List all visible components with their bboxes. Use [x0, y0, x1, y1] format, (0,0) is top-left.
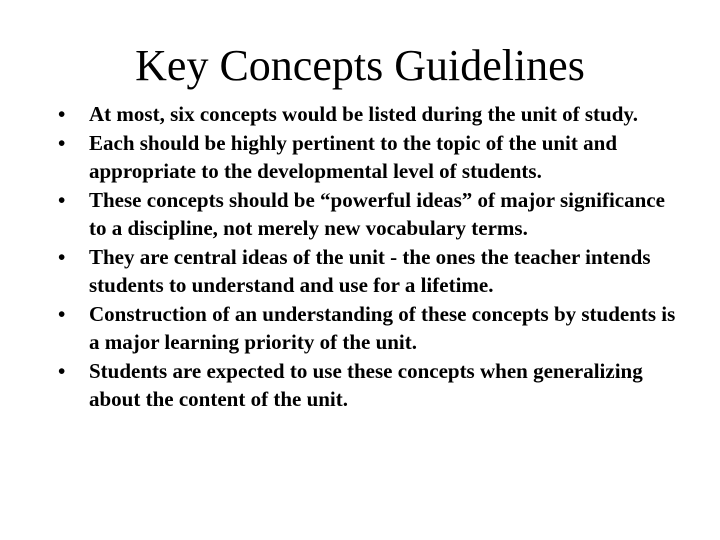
bullet-text: At most, six concepts would be listed during the unit of study.	[89, 102, 638, 126]
bullet-dot-icon: •	[58, 187, 66, 212]
bullet-dot-icon: •	[58, 358, 66, 383]
bullet-item	[56, 357, 676, 414]
bullet-item	[56, 243, 676, 300]
bullet-dot-icon: •	[58, 301, 66, 326]
bullet-item	[56, 129, 676, 186]
bullet-text: Each should be highly pertinent to the topic of the unit and appropriate to the developmental level of students.	[89, 130, 617, 183]
bullet-item	[56, 300, 676, 357]
bullet-text: Students are expected to use these concepts when generalizing about the content of the unit.	[89, 358, 643, 411]
bullet-text: These concepts should be “powerful ideas” of major significance to a discipline, not merely new vocabulary terms.	[89, 187, 665, 240]
bullet-text: They are central ideas of the unit - the ones the teacher intends students to understand and use for a lifetime.	[89, 244, 651, 297]
bullet-item	[56, 100, 676, 129]
slide-title: Key Concepts Guidelines	[135, 41, 585, 90]
bullet-dot-icon: •	[58, 244, 66, 269]
bullet-item	[56, 186, 676, 243]
bullet-text: Construction of an understanding of these concepts by students is a major learning priority of the unit.	[89, 301, 676, 354]
bullet-dot-icon: •	[58, 102, 66, 126]
bullet-list	[56, 100, 676, 414]
bullet-dot-icon: •	[58, 130, 66, 155]
